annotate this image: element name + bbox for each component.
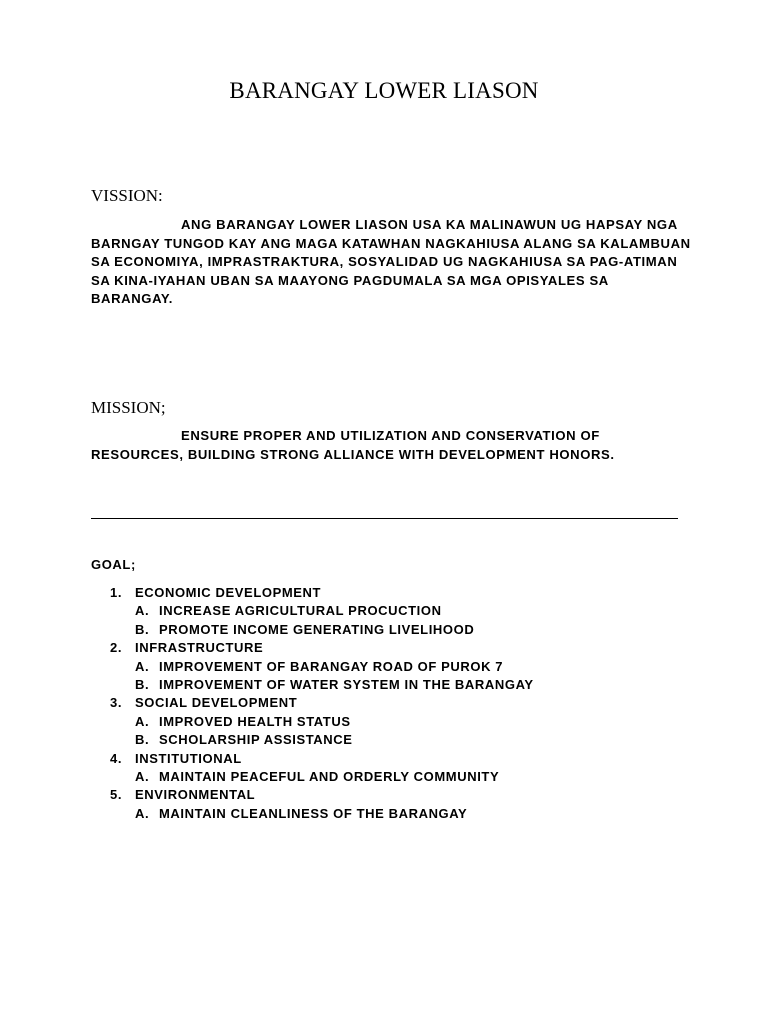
goal-label: ECONOMIC DEVELOPMENT [135,585,322,600]
goal-item [110,786,710,804]
goal-subitem [110,731,710,749]
subitem-label: IMPROVED HEALTH STATUS [159,713,351,729]
mission-heading: MISSION; [91,398,166,417]
subitem-label: MAINTAIN CLEANLINESS OF THE BARANGAY [159,805,468,821]
vision-heading: VISSION: [91,186,163,205]
goal-label: INFRASTRUCTURE [135,640,264,656]
goal-item [110,639,710,657]
mission-paragraph: ENSURE PROPER AND UTILIZATION AND CONSERVATION OF RESOURCES, BUILDING STRONG ALLIANCE WITH DEVELOPMENT HONORS. [91,428,615,462]
goal-subitem [110,658,710,676]
subitem-letter: A. [135,603,150,619]
subitem-label: MAINTAIN PEACEFUL AND ORDERLY COMMUNITY [159,768,500,784]
goal-subitem [110,621,710,639]
goal-label: SOCIAL DEVELOPMENT [135,695,298,711]
subitem-letter: B. [135,732,150,748]
goal-number: 2. [110,640,123,656]
vision-paragraph: ANG BARANGAY LOWER LIASON USA KA MALINAWUN UG HAPSAY NGA BARNGAY TUNGOD KAY ANG MAGA KATAWHAN NAGKAHIUSA ALANG SA KALAMBUAN SA ECONOMIYA, IMPRASTRAKTURA, SOSYALIDAD UG NAGKAHIUSA SA PAG-ATIMAN SA KINA-IYAHAN UBAN SA MAAYONG PAGDUMALA SA MGA OPISYALES SA BARANGAY. [91,217,691,307]
subitem-letter: A. [135,658,150,674]
horizontal-divider [91,518,678,519]
goal-subitem [110,805,710,823]
goal-label: ENVIRONMENTAL [135,787,256,803]
subitem-label: IMPROVEMENT OF BARANGAY ROAD OF PUROK 7 [159,658,504,674]
subitem-letter: B. [135,676,150,692]
subitem-letter: A. [135,713,150,729]
subitem-label: SCHOLARSHIP ASSISTANCE [159,732,353,748]
goal-heading: GOAL; [91,557,136,572]
goal-number: 3. [110,695,123,711]
subitem-label: INCREASE AGRICULTURAL PROCUCTION [159,603,442,619]
subitem-label: IMPROVEMENT OF WATER SYSTEM IN THE BARANGAY [159,676,534,692]
goal-number: 4. [110,750,123,766]
subitem-letter: A. [135,805,150,821]
goal-label: INSTITUTIONAL [135,750,242,766]
document-title: BARANGAY LOWER LIASON [229,78,539,103]
goal-subitem [110,713,710,731]
subitem-letter: B. [135,621,150,637]
goal-subitem [110,676,710,694]
goal-item [110,584,710,602]
goal-subitem [110,602,710,620]
goal-subitem [110,768,710,786]
subitem-label: PROMOTE INCOME GENERATING LIVELIHOOD [159,621,475,637]
goal-number: 5. [110,787,123,803]
goal-item [110,750,710,768]
goal-item [110,694,710,712]
subitem-letter: A. [135,768,150,784]
goal-number: 1. [110,585,123,600]
goal-list [110,584,710,823]
